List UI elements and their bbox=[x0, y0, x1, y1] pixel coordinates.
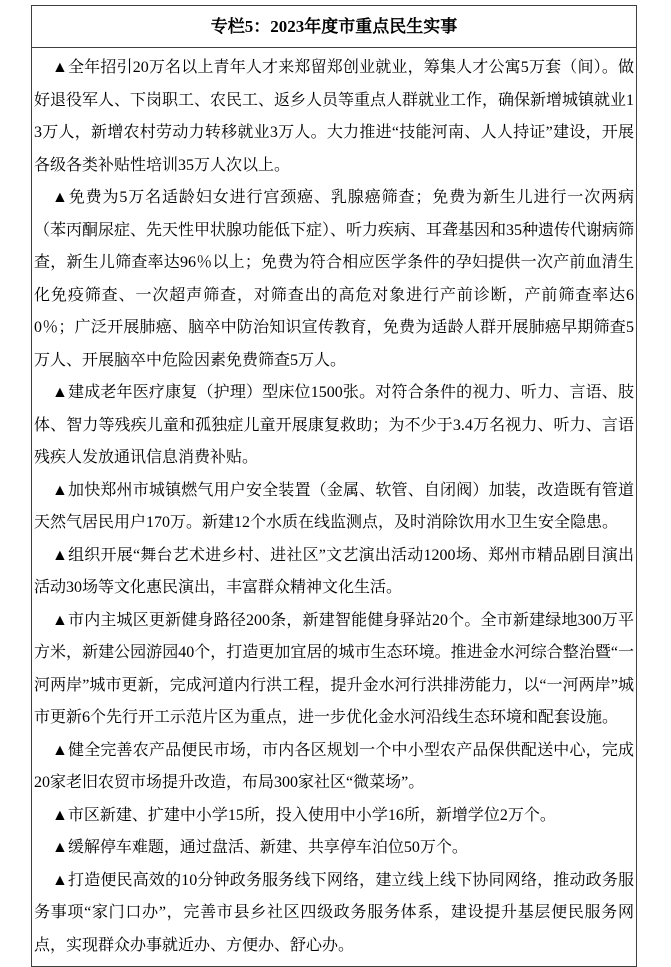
livelihood-projects-panel bbox=[31, 5, 637, 967]
body-paragraph: ▲组织开展“舞台艺术进乡村、进社区”文艺演出活动1200场、郑州市精品剧目演出活动30场等文化惠民演出，丰富群众精神文化生活。 bbox=[34, 546, 634, 596]
panel-body bbox=[31, 48, 637, 967]
body-paragraph: ▲全年招引20万名以上青年人才来郑留郑创业就业，筹集人才公寓5万套（间）。做好退役军人、下岗职工、农民工、返乡人员等重点人群就业工作，确保新增城镇就业13万人，新增农村劳动力转移就业3万人。大力推进“技能河南、人人持证”建设，开展各级各类补贴性培训35万人次以上。 bbox=[34, 59, 635, 174]
body-paragraph: ▲缓解停车难题，通过盘活、新建、共享停车泊位50万个。 bbox=[52, 839, 468, 856]
body-paragraph: ▲市区新建、扩建中小学15所，投入使用中小学16所，新增学位2万个。 bbox=[52, 806, 556, 824]
body-paragraph: ▲加快郑州市城镇燃气用户安全装置（金属、软管、自闭阀）加装，改造既有管道天然气居民用户170万。新建12个水质在线监测点，及时消除饮用水卫生安全隐患。 bbox=[34, 481, 634, 531]
body-paragraph: ▲市内主城区更新健身路径200条，新建智能健身驿站20个。全市新建绿地300万平方米，新建公园游园40个，打造更加宜居的城市生态环境。推进金水河综合整治暨“一河两岸”城市更新，完成河道内行洪工程，提升金水河行洪排涝能力，以“一河两岸”城市更新6个先行开工示范片区为重点，进一步优化金水河沿线生态环境和配套设施。 bbox=[34, 611, 634, 726]
panel-title: 专栏5：2023年度市重点民生实事 bbox=[31, 5, 637, 48]
body-paragraph: ▲免费为5万名适龄妇女进行宫颈癌、乳腺癌筛查；免费为新生儿进行一次两病（苯丙酮尿症、先天性甲状腺功能低下症）、听力疾病、耳聋基因和35种遗传代谢病筛查，新生儿筛查率达96％以上；免费为符合相应医学条件的孕妇提供一次产前血清生化免疫筛查、一次超声筛查，对筛查出的高危对象进行产前诊断，产前筛查率达60％；广泛开展肺癌、脑卒中防治知识宣传教育，免费为适龄人群开展肺癌早期筛查5万人、开展脑卒中危险因素免费筛查5万人。 bbox=[34, 189, 635, 369]
body-paragraph: ▲健全完善农产品便民市场，市内各区规划一个中小型农产品保供配送中心，完成20家老旧农贸市场提升改造，布局300家社区“微菜场”。 bbox=[34, 741, 634, 791]
body-paragraph: ▲打造便民高效的10分钟政务服务线下网络，建立线上线下协同网络，推动政务服务事项“家门口办”，完善市县乡社区四级政务服务体系，建设提升基层便民服务网点，实现群众办事就近办、方便办、舒心办。 bbox=[34, 871, 634, 954]
body-paragraph: ▲建成老年医疗康复（护理）型床位1500张。对符合条件的视力、听力、言语、肢体、智力等残疾儿童和孤独症儿童开展康复救助；为不少于3.4万名视力、听力、言语残疾人发放通讯信息消费补贴。 bbox=[34, 384, 634, 466]
